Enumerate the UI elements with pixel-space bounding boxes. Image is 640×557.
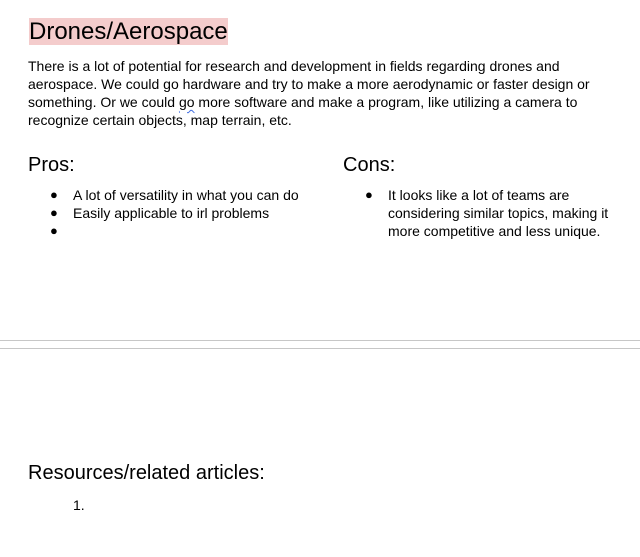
- list-item[interactable]: [28, 204, 318, 222]
- list-item-number[interactable]: 1.: [73, 497, 85, 513]
- document-page-2[interactable]: [0, 350, 640, 557]
- bullet-icon: ●: [50, 223, 58, 238]
- list-item-text[interactable]: It looks like a lot of teams are considering similar topics, making it more competitive and less unique.: [388, 187, 609, 239]
- list-item-text[interactable]: A lot of versatility in what you can do: [73, 187, 299, 203]
- title-highlighted-text[interactable]: Drones/Aerospace: [29, 18, 228, 45]
- list-item[interactable]: [28, 186, 318, 204]
- bullet-icon: ●: [365, 187, 373, 202]
- resources-heading[interactable]: Resources/related articles:: [28, 462, 265, 484]
- list-item[interactable]: [28, 222, 318, 240]
- pros-list: [28, 186, 318, 240]
- list-item[interactable]: [343, 186, 613, 240]
- intro-paragraph[interactable]: [28, 57, 608, 129]
- cons-heading[interactable]: Cons:: [343, 154, 396, 176]
- bullet-icon: ●: [50, 187, 58, 202]
- document-title[interactable]: [28, 17, 229, 47]
- intro-text-part-2[interactable]: more software and make a program, like utilizing a camera to recognize certain objects, map terrain, etc.: [28, 94, 578, 128]
- pros-heading[interactable]: Pros:: [28, 154, 75, 176]
- intro-text-part-1[interactable]: There is a lot of potential for research and development in fields regarding drones and aerospace. We could go hardware and try to make a more aerodynamic or faster design or something. Or we could: [28, 58, 590, 110]
- resources-numbered-list: [73, 496, 85, 514]
- cons-list: [343, 186, 613, 240]
- spellcheck-flagged-word[interactable]: go: [178, 94, 195, 110]
- page-break: [0, 340, 640, 349]
- bullet-icon: ●: [50, 205, 58, 220]
- list-item-text[interactable]: Easily applicable to irl problems: [73, 205, 270, 221]
